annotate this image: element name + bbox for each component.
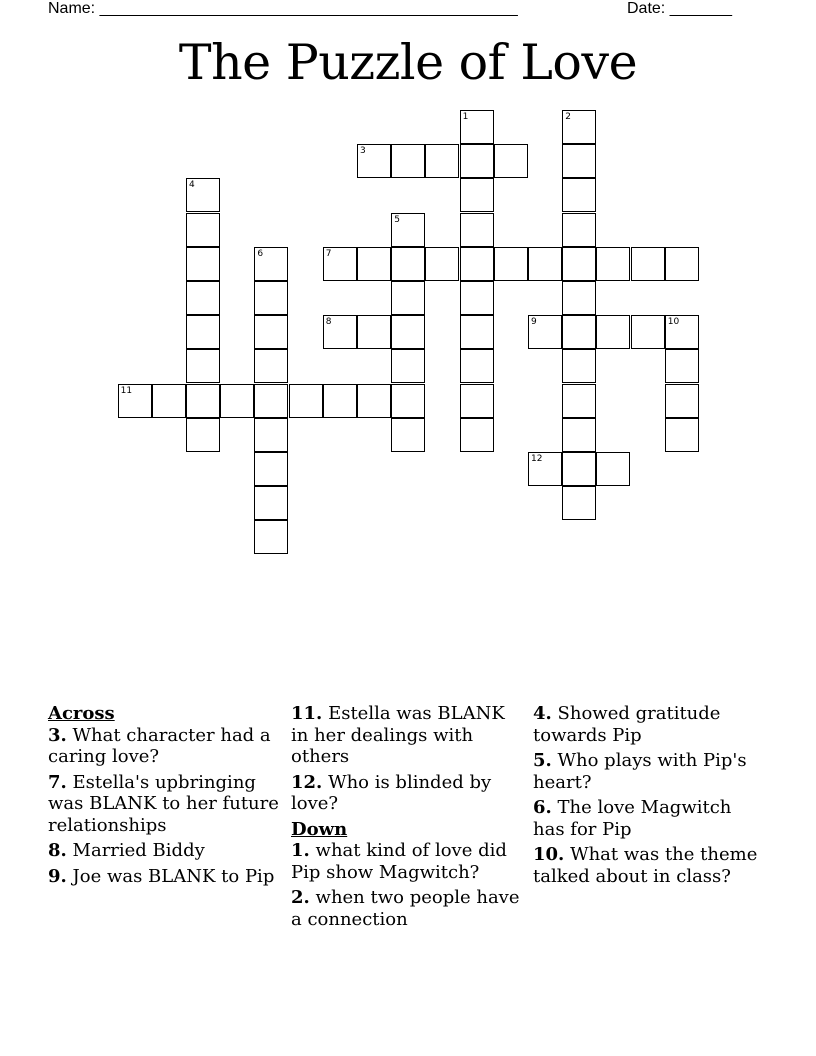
crossword-cell[interactable] — [289, 384, 323, 418]
crossword-cell[interactable] — [152, 384, 186, 418]
down-heading: Down — [291, 818, 348, 840]
crossword-cell[interactable] — [460, 384, 494, 418]
page-title: The Puzzle of Love — [178, 34, 638, 91]
date-field[interactable]: Date: _______ — [627, 0, 732, 17]
crossword-cell[interactable] — [460, 247, 494, 281]
name-field[interactable]: Name: _______________________________________________ — [48, 0, 518, 17]
clue-number-label: 6 — [257, 248, 264, 259]
crossword-cell[interactable] — [665, 349, 699, 383]
clue-number-label: 9 — [531, 317, 537, 328]
clue-number-label: 12 — [531, 454, 543, 464]
crossword-cell[interactable] — [562, 247, 596, 281]
crossword-cell[interactable] — [562, 452, 596, 486]
crossword-cell[interactable] — [596, 315, 630, 349]
clue-across-9: 9. Joe was BLANK to Pip — [48, 865, 275, 887]
clue-number-label: 10 — [667, 317, 680, 328]
clue-down-5: 5. Who plays with Pip's heart? — [533, 750, 747, 793]
crossword-cell[interactable] — [460, 349, 494, 383]
crossword-cell[interactable] — [254, 315, 288, 349]
crossword-cell[interactable] — [391, 418, 425, 452]
crossword-cell[interactable] — [665, 247, 699, 281]
crossword-cell[interactable] — [254, 520, 288, 554]
clue-number-label: 1 — [462, 112, 469, 122]
crossword-cell[interactable] — [254, 418, 288, 452]
crossword-cell[interactable] — [254, 452, 288, 486]
crossword-cell[interactable] — [186, 384, 220, 418]
crossword-cell[interactable] — [425, 247, 459, 281]
crossword-cell[interactable] — [562, 486, 596, 520]
crossword-cell[interactable] — [254, 281, 288, 315]
clue-across-11: 11. Estella was BLANK in her dealings with others — [291, 703, 505, 767]
crossword-cell[interactable] — [186, 315, 220, 349]
crossword-cell[interactable] — [460, 213, 494, 247]
clue-column-2 — [291, 703, 526, 934]
crossword-cell[interactable] — [562, 418, 596, 452]
crossword-cell[interactable] — [460, 315, 494, 349]
crossword-cell[interactable] — [357, 247, 391, 281]
crossword-cell[interactable] — [323, 384, 357, 418]
crossword-cell[interactable] — [665, 384, 699, 418]
clue-number-label: 2 — [565, 112, 571, 122]
clue-number-label: 5 — [394, 214, 400, 225]
crossword-cell[interactable] — [391, 384, 425, 418]
crossword-cell[interactable] — [562, 315, 596, 349]
crossword-cell[interactable] — [391, 315, 425, 349]
clue-number-label: 7 — [325, 248, 332, 259]
crossword-cell[interactable] — [460, 144, 494, 178]
clue-down-6: 6. The love Magwitch has for Pip — [533, 797, 732, 840]
crossword-cell[interactable] — [391, 144, 425, 178]
crossword-cell[interactable] — [665, 418, 699, 452]
crossword-cell[interactable] — [596, 452, 630, 486]
crossword-cell[interactable] — [562, 384, 596, 418]
crossword-cell[interactable] — [562, 281, 596, 315]
crossword-cell[interactable] — [254, 384, 288, 418]
crossword-cell[interactable] — [562, 144, 596, 178]
crossword-cell[interactable] — [631, 247, 665, 281]
clue-across-3: 3. What character had a caring love? — [48, 724, 271, 767]
crossword-cell[interactable] — [391, 247, 425, 281]
clue-across-7: 7. Estella's upbringing was BLANK to her future relationships — [48, 771, 279, 836]
crossword-cell[interactable] — [596, 247, 630, 281]
crossword-cell[interactable] — [186, 418, 220, 452]
crossword-cell[interactable] — [562, 213, 596, 247]
clue-column-1 — [48, 703, 288, 891]
crossword-cell[interactable] — [391, 281, 425, 315]
crossword-cell[interactable] — [460, 418, 494, 452]
across-heading: Across — [48, 703, 115, 724]
crossword-cell[interactable] — [391, 349, 425, 383]
crossword-cell[interactable] — [254, 486, 288, 520]
crossword-cell[interactable] — [494, 144, 528, 178]
crossword-cell[interactable] — [357, 384, 391, 418]
crossword-cell[interactable] — [254, 349, 288, 383]
clue-across-8: 8. Married Biddy — [48, 840, 205, 861]
clue-down-1: 1. what kind of love did Pip show Magwitch? — [291, 840, 507, 883]
crossword-cell[interactable] — [186, 247, 220, 281]
clue-number-label: 8 — [325, 317, 332, 328]
clue-column-3 — [533, 703, 768, 891]
crossword-cell[interactable] — [631, 315, 665, 349]
crossword-cell[interactable] — [494, 247, 528, 281]
crossword-cell[interactable] — [186, 213, 220, 247]
crossword-cell[interactable] — [220, 384, 254, 418]
clue-down-10: 10. What was the theme talked about in class? — [533, 844, 758, 887]
crossword-cell[interactable] — [186, 349, 220, 383]
crossword-cell[interactable] — [460, 178, 494, 212]
crossword-cell[interactable] — [357, 315, 391, 349]
clue-across-12: 12. Who is blinded by love? — [291, 771, 492, 814]
clue-number-label: 4 — [189, 180, 195, 191]
crossword-cell[interactable] — [562, 349, 596, 383]
clue-down-4: 4. Showed gratitude towards Pip — [533, 703, 721, 746]
crossword-cell[interactable] — [528, 247, 562, 281]
crossword-cell[interactable] — [460, 281, 494, 315]
clue-number-label: 11 — [120, 385, 133, 396]
clue-number-label: 3 — [360, 146, 366, 157]
crossword-cell[interactable] — [425, 144, 459, 178]
crossword-cell[interactable] — [186, 281, 220, 315]
clue-down-2: 2. when two people have a connection — [291, 887, 520, 930]
crossword-cell[interactable] — [562, 178, 596, 212]
